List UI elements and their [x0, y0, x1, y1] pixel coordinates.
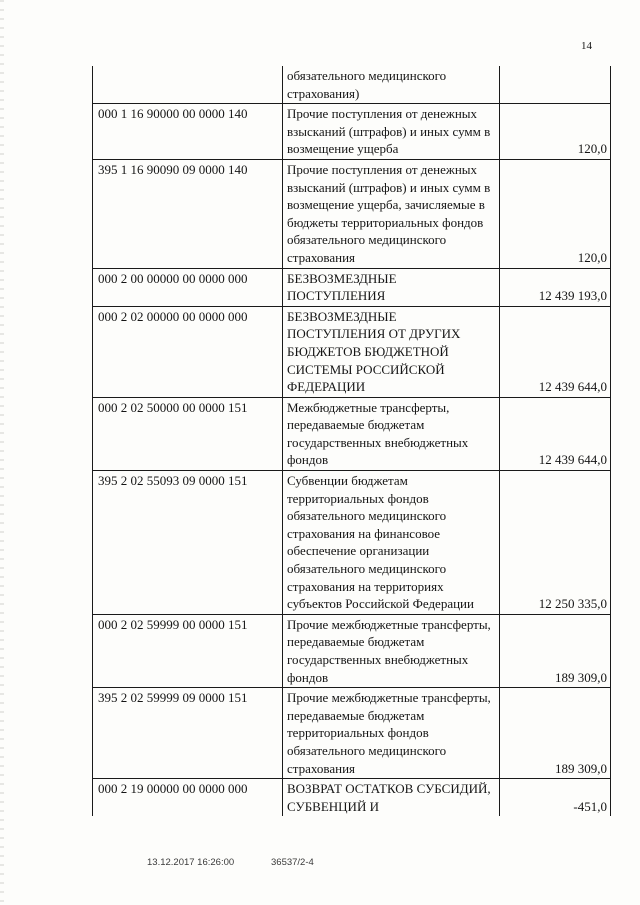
budget-code-cell: 395 2 02 59999 09 0000 151 — [93, 688, 283, 779]
table-row — [93, 614, 611, 687]
table-row — [93, 471, 611, 615]
budget-code-cell: 000 2 19 00000 00 0000 000 — [93, 779, 283, 817]
revenue-name-cell: БЕЗВОЗМЕЗДНЫЕ ПОСТУПЛЕНИЯ ОТ ДРУГИХ БЮДЖЕТОВ БЮДЖЕТНОЙ СИСТЕМЫ РОССИЙСКОЙ ФЕДЕРАЦИИ — [283, 306, 500, 397]
budget-revenue-table — [92, 66, 611, 816]
revenue-name-cell: Прочие поступления от денежных взысканий (штрафов) и иных сумм в возмещение ущерба — [283, 104, 500, 160]
budget-code-cell: 000 1 16 90000 00 0000 140 — [93, 104, 283, 160]
revenue-name-cell: Прочие поступления от денежных взысканий (штрафов) и иных сумм в возмещение ущерба, зачисляемые в бюджеты территориальных фондов обязательного медицинского страхования — [283, 159, 500, 268]
budget-code-cell: 395 2 02 55093 09 0000 151 — [93, 471, 283, 615]
table-row — [93, 688, 611, 779]
amount-cell: 189 309,0 — [500, 688, 611, 779]
table-row — [93, 779, 611, 817]
table-row — [93, 268, 611, 306]
revenue-name-cell: Прочие межбюджетные трансферты, передаваемые бюджетам государственных внебюджетных фондов — [283, 614, 500, 687]
revenue-name-cell: Межбюджетные трансферты, передаваемые бюджетам государственных внебюджетных фондов — [283, 397, 500, 470]
revenue-name-cell: ВОЗВРАТ ОСТАТКОВ СУБСИДИЙ, СУБВЕНЦИЙ И — [283, 779, 500, 817]
amount-cell: 12 439 644,0 — [500, 306, 611, 397]
amount-cell: 12 250 335,0 — [500, 471, 611, 615]
budget-code-cell: 000 2 02 00000 00 0000 000 — [93, 306, 283, 397]
budget-code-cell: 395 1 16 90090 09 0000 140 — [93, 159, 283, 268]
budget-code-cell — [93, 66, 283, 104]
amount-cell: -451,0 — [500, 779, 611, 817]
amount-cell: 120,0 — [500, 104, 611, 160]
amount-cell: 120,0 — [500, 159, 611, 268]
revenue-name-cell: Прочие межбюджетные трансферты, передаваемые бюджетам территориальных фондов обязательного медицинского страхования — [283, 688, 500, 779]
amount-cell: 12 439 644,0 — [500, 397, 611, 470]
table-row — [93, 104, 611, 160]
revenue-name-cell: Субвенции бюджетам территориальных фондов обязательного медицинского страхования на финансовое обеспечение организации обязательного медицинского страхования на территориях субъектов Российской Федерации — [283, 471, 500, 615]
revenue-name-cell: обязательного медицинского страхования) — [283, 66, 500, 104]
amount-cell: 12 439 193,0 — [500, 268, 611, 306]
table-row — [93, 306, 611, 397]
table-row — [93, 159, 611, 268]
table-row — [93, 397, 611, 470]
scan-edge-speckle — [0, 0, 4, 905]
amount-cell — [500, 66, 611, 104]
budget-code-cell: 000 2 00 00000 00 0000 000 — [93, 268, 283, 306]
budget-code-cell: 000 2 02 50000 00 0000 151 — [93, 397, 283, 470]
page-number: 14 — [581, 40, 592, 52]
budget-code-cell: 000 2 02 59999 00 0000 151 — [93, 614, 283, 687]
table-row — [93, 66, 611, 104]
amount-cell: 189 309,0 — [500, 614, 611, 687]
footer-timestamp: 13.12.2017 16:26:00 — [147, 857, 235, 868]
footer-document-number: 36537/2-4 — [271, 857, 314, 868]
revenue-name-cell: БЕЗВОЗМЕЗДНЫЕ ПОСТУПЛЕНИЯ — [283, 268, 500, 306]
